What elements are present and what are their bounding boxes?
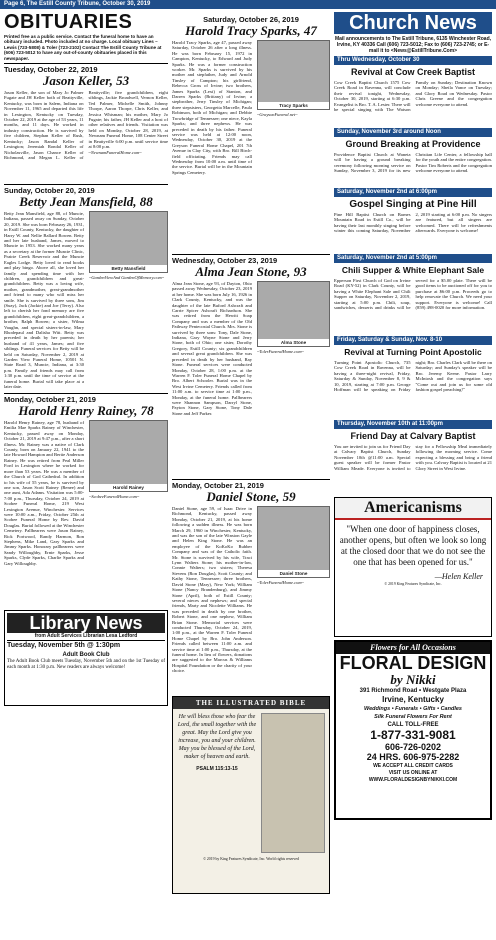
rainey-body: Harold Henry Rainey, age 78, husband of Emilia Mae Sparks Rainey of Winchester, Kentucky, passed away on Monday, October 21, 2019 at 9:47 p.m., after a short illness. Mr. Rainey was a native of Clark County, born on January 22, 1941 to the late Howard Hampton and Bertie Anderson Rainey. He was retired from Peal Miller Ford in Lexington where he worked for more than 53 years. He was a member of the Church of God Cathedral. In addition to his wife of 55 years, he is survived by one son, Jason Scott Rainey (Renee) and one aunt, Ada Adams. Visitation was 5:00-7:00 p.m., Thursday, October 24, 2019 at Scobee Funeral Home, 219 West Lexington Avenue, Winchester. Services were 10:00 a.m., Friday, October 25th at Scobee Funeral Home by Rev. David Douglas. Burial followed at the Winchester Cemetery. Pallbearers were Jason Rainey, Rick Portwood, Randy Harmon, Ron Stephens, Mike Land, Gary Sparks and Jimmy Sparks. Honorary pallbearers were Sandy Willoughby, Ernie Sparks, Jesse Sparks, Clyde Sparks, Charlie Sparks and Gary Willoughby. bbox=[4, 420, 84, 566]
daniel-source: ~TolerFuneralHome.com~ bbox=[257, 580, 304, 585]
event3-body: Pine Hill Baptist Church on Barnes Mountain Road in Estill Co., will be having their last monthly singing before winter this coming Saturday, November 2, 2019 starting at 6:00 p.m. No singers are featured, but all singers are welcomed. There will be refreshments afterwards. Everyone is welcome! bbox=[334, 212, 492, 234]
rainey-source: ~ScobeeFuneralHome.com~ bbox=[89, 494, 140, 500]
mansfield-date: Sunday, October 20, 2019 bbox=[4, 184, 168, 195]
event2-body: Providence Baptist Church at Waneta will be having a ground breaking ceremony following morning service on Sunday, November 3, 2019 for its new Christian Life Center, a fellowship hall for the youth and the entire congregation. Pastor Tim Roberts and the congregation welcome everyone to attend. bbox=[334, 152, 492, 174]
library-body: The Adult Book Club meets Tuesday, November 5th and on the 1st Tuesday of each month at 1:30 p.m. New readers are always welcome! bbox=[7, 659, 165, 671]
bible-illustration bbox=[261, 713, 325, 853]
florist-web-label: VISIT US ONLINE AT bbox=[388, 770, 438, 776]
middle-column bbox=[172, 12, 330, 937]
keller-body: Jason Keller, the son of Mary Jo Palmer Fugate and JH Keller both of Beattyville, Kentucky, was born in Salem, Indiana on November 11, 1965 and departed this life in Lexington, Kentucky on Tuesday, October 22, 2019 at the age of 53 years, 11 months, and 11 days. He worked in industry construction. He is survived by five children, Stephan Keller of Rush, Kentucky; Jason Randal Keller of Lexington; Jeremiah Rondal Keller of Nicholasville, Jason Chance Keller of Richmond, and Megan L. Keller of Beattyville; five grandchildren, eight siblings, Jackie Broadwell, Vernon Keller, Ted Palmer, Michelle Smith, Johnny Thorpe, Aaron Thorpe, Chris Keller, and Jessica Whisman; his mother, Mary Jo Fugate; his father, JH Keller and a host of other relatives and friends. Visitation was held on Monday, October 28, 2019, at Newnam Funeral Home, 108 Center Street in Beattyville 6:00 p.m. until service time at 8:00 p.m. ~NewnamFuneralHome.com~ bbox=[4, 90, 168, 160]
rainey-name: Harold Henry Rainey, 78 bbox=[18, 403, 154, 419]
sparks-date: Saturday, October 26, 2019 bbox=[203, 15, 299, 24]
event1-body: Cow Creek Baptist Church 1575 Cow Creek Road in Ravenna, will conclude their revival tonight, Wednesday, October 30, 2019, starting at 6:30 p.m. Evangelist is Bro. T. A. Lester. There will be special singing with The Watson Family on Sunday; Destination Known on Monday; Sheila Vance on Tuesday; and Glory Road on Wednesday. Pastor Chris Greene and the congregation welcome everyone to attend. bbox=[334, 80, 492, 113]
americanisms-quote: "When one door of happiness closes, another opens, but often we look so long at the closed door that we do not see the one that has been opened for us." bbox=[339, 524, 487, 567]
library-subtitle: from Adult Services Librarian Lesa Ledford bbox=[34, 633, 138, 640]
event2-bar: Sunday, November 3rd around Noon bbox=[334, 128, 492, 137]
keller-name: Jason Keller, 53 bbox=[42, 73, 130, 89]
bible-ref: PSALM 115:13-15 bbox=[196, 766, 238, 772]
event6-bar: Thursday, November 10th at 11:00pm bbox=[334, 420, 492, 429]
page-header: Page 6, The Estill County Tribune, October 30, 2019 bbox=[0, 0, 496, 9]
mansfield-body-left: Betty Jean Mansfield, age 88, of Muncie, Indiana, passed away on Sunday, October 20, 2019. She was born February 26, 1931, in Estill County, Kentucky, the daughter of Harry W. and Nellie Ballard Bowen. Betty and her late husband, James, moved to Muncie in 1953. She worked many years as a secretary at the former Muncie Clinic, Prairie Creek Reservoir and the Muncie Eagles Lodge. Betty loved to read books and play bingo. Above all, she loved her family and spending time with her children, grandchildren and great-grandchildren. Betty was a loving wife, mother, grandmother, great-grandmother and friend to many who will miss her smile. She is survived by three sons, Jim (Suzy), Jack (Jackie) and Joe (Terry). Also left to cherish her fond memory are five grandchildren, eight great-grandchildren, a brother, Ralph Bowen; a sister, Wilma Vaughn, and special sisters-in-law, Mary Rhodepaul and Dalisha Witt. Betty was preceded in death by her parents; her husband of 41 years, James; and five siblings. Funeral services for Betty will be held on Saturday, November 2, 2019 at Garden View Funeral Home, 10501 N. State Road 3, Muncie, Indiana, at 3:30 p.m. Family and friends may call from 1:30 p.m. until the time of service at the funeral home. Burial will take place at a later date. bbox=[4, 211, 84, 390]
alma-photo: Alma Stone bbox=[257, 281, 330, 347]
alma-date: Wednesday, October 23, 2019 bbox=[172, 254, 330, 265]
church-title: Church News bbox=[334, 12, 492, 34]
event1-head: Revival at Cow Creek Baptist bbox=[350, 67, 476, 77]
event4-bar: Saturday, November 2nd at 5:00pm bbox=[334, 254, 492, 263]
library-box bbox=[4, 610, 168, 706]
mansfield-name: Betty Jean Mansfield, 88 bbox=[19, 194, 153, 210]
florist-city: Irvine, Kentucky bbox=[382, 695, 444, 704]
florist-cards: WE ACCEPT ALL CREDIT CARDS bbox=[373, 763, 453, 769]
florist-phone2: 606-726-0202 bbox=[384, 742, 442, 752]
library-club: Adult Book Club bbox=[62, 652, 110, 659]
daniel-body: Daniel Stone, age 59, of Isaac Drive in Richmond, Kentucky, passed away Monday, October 21, 2019, at his home following a sudden illness. He was born March 29, 1960 in Winchester, Kentucky, and was the son of the late Winston Gayle and Helen King Stone. He was an employee of the KoKoKo Rubber Company and was of the Catholic faith. Mr. Stone is survived by his wife, Traci Lynn Walters Stone; his mother-in-law, Connie Walters; two sisters; Theresa Stevens (Ron Douglas), Scott County; and Kathy Stone, Tennessee; three brothers, David Stone (Mary), New York; William Stone (Nancy Brandenburg), and Jimmy Stone (April), both of Estill County; several nieces and nephews; and special friends, Marty and Nicolette Williams. He was preceded in death by one brother, Robert Stone, and one nephew, William Brian Stone. Memorial services were conducted Thursday, October 24, 2019, 1:00 p.m., at the Warren F. Toler Funeral Home Chapel by Bro. John Anderson. Friends called between 11:00 a.m. and service time at 1:00 p.m., Thursday, at the funeral home. In lieu of flowers, donations are suggested to the Marcus & Williams Hospital Foundation or the charity of your choice. bbox=[172, 506, 252, 674]
florist-by: by Nikki bbox=[390, 672, 436, 687]
sparks-photo: Tracy Sparks bbox=[257, 40, 330, 110]
event6-head: Friend Day at Calvary Baptist bbox=[350, 431, 476, 441]
bible-verse: He will bless those who fear the Lord, the small together with the great. May the Lord give you increase, you and your children. May you be blessed of the Lord, maker of heaven and earth. bbox=[177, 714, 257, 760]
event2-head: Ground Breaking at Providence bbox=[345, 139, 481, 149]
sparks-source: ~GraysonFuneral.net~ bbox=[257, 112, 298, 117]
alma-name: Alma Jean Stone, 93 bbox=[195, 264, 307, 279]
florist-url: WWW.FLORALDESIGNBYNIKKI.COM bbox=[368, 777, 458, 783]
obituaries-note: Printed free as a public service. Contact the funeral home to have an obituary included. Photo included at no charge. Local obituary Lines – Lewis (723-5808) & Toler (723-2102) Contact The Estill County Tribune at (606) 723-5012 to have any out-of-county obituaries placed in this newspaper. bbox=[4, 34, 162, 61]
event6-body: You are invited to join us for Friend Day at Calvary Baptist Church, Sunday November 10th @11:00 a.m. Special guest speaker will be former Pastor William Meade. Everyone is invited to stay for a Fellowship Meal immediately following the morning service. Come expecting a blessing and bring a friend with you. Calvary Baptist is located at 21 Glory Street in West Irvine. bbox=[334, 444, 492, 471]
event3-bar: Saturday, November 2nd at 6:00pm bbox=[334, 188, 492, 197]
event1-bar: Thru Wednesday, October 30 bbox=[334, 56, 492, 65]
event4-head: Chili Supper & White Elephant Sale bbox=[341, 265, 485, 275]
library-title: Library News bbox=[7, 613, 165, 633]
event3-head: Gospel Singing at Pine Hill bbox=[349, 199, 477, 210]
church-info: Mail announcements to The Estill Tribune, 6135 Winchester Road, Irvine, KY 40336 Call (606) 723-5012; Fax to (606) 723-2745; or E-mail it to <News@EstillTribune.Com> bbox=[334, 36, 492, 54]
florist-hours: 24 HRS. 606-975-2282 bbox=[366, 752, 460, 762]
florist-top: Flowers for All Occasions bbox=[336, 642, 490, 654]
americanisms-author: —Helen Keller bbox=[434, 572, 483, 581]
americanisms-credit: © 2019 King Features Syndicate, Inc. bbox=[384, 582, 442, 586]
event5-bar: Friday, Saturday & Sunday, Nov. 8-10 bbox=[334, 336, 492, 345]
florist-phone1: 1-877-331-9081 bbox=[370, 728, 456, 742]
event5-body: Turning Point Apostolic Church, 735 Cow Creek Road in Ravenna, will be having a three-night revival, Friday, Saturday & Sunday, November 8, 9 & 10, 2019, starting at 7:00 p.m. George Hoffman will be speaking on Friday night; Bro. Charles Clark will be there on Saturday; and Sunday's speaker will be Bro. Jeremy Keene. Pastor Larry McIntosh and the congregation says "Come out and join us for some old fashion gospel preaching!" bbox=[334, 360, 492, 393]
florist-silk: Silk Funeral Flowers For Rent bbox=[374, 714, 452, 720]
sparks-name: Harold Tracy Sparks, 47 bbox=[185, 23, 317, 38]
obituaries-column bbox=[4, 12, 168, 937]
keller-date: Tuesday, October 22, 2019 bbox=[4, 63, 168, 74]
obituaries-title: OBITUARIES bbox=[4, 12, 133, 33]
americanisms-title: Americanisms bbox=[335, 498, 491, 520]
daniel-date: Monday, October 21, 2019 bbox=[172, 479, 330, 490]
florist-name: FLORAL DESIGN bbox=[339, 653, 487, 673]
church-column bbox=[334, 12, 492, 937]
florist-ad bbox=[334, 640, 492, 820]
daniel-name: Daniel Stone, 59 bbox=[206, 489, 296, 504]
bible-title: THE ILLUSTRATED BIBLE bbox=[173, 697, 329, 709]
bible-box bbox=[172, 696, 330, 894]
event5-head: Revival at Turning Point Apostolic bbox=[344, 347, 482, 357]
alma-body: Alma Jean Stone, age 93, of Dayton, Ohio passed away Wednesday, October 23, 2019 at her home. She was born July 16, 1926 in Clark County, Kentucky, and was the daughter of the late Buford Ashcraft and Carrie Spicer Ashcraft Richardson. She was retired from the Hewitt Soap Company and was a member of the Old Pathway Pentecostal Church. Mrs. Stone is survived by three sons: Tony, Dale Stone, Indiana, Gary Wayne Stone and Jerry Stone, both of Ohio; one sister, Dorothy Gregory, Estill County; six grandchildren and several great grandchildren. She was preceded in death by her husband, Ray Stone. Funeral services were conducted Monday, October 28, 1:00 p.m. at the Warren F. Toler Funeral Home Chapel by Bro. Albert Schooler. Burial was in the West Irvine Cemetery. Friends called from 11:00 a.m. to service time at 1:00 p.m., Monday, at the funeral home. Pallbearers were Shannon Sampson, Darryl Stone, Payton Stone, Gary Stone, Tony Dale Stone and Jeff Parker. bbox=[172, 281, 252, 416]
sparks-body: Harold Tracy Sparks, age 47, passed away Saturday, October 26 after a long illness. He was born February 15, 1972 in Campton, Kentucky, to Edward and Judy Sparks. He was a former construction worker. Mr. Sparks is survived by his mother and stepfather, Judy and Arnold Tinsley of Campton; his girlfriend, Rebecca Gross of Irvine; two brothers, James Sparks (Lexi) of Stanton, and Darren Sparks (Brittany) of Irvine; a stepbrother, Jerry Tinsley of Michigan; three stepsisters, Georgetta Marcelle, Paula Robinson, both of Michigan; and Debbie Trowbridge of Tennessee; one niece, Kayla Sparks; and three nephews. He was preceded in death by his father. Funeral service was held at 12:00 noon, Wednesday, October 30, 2019 at the Greyson Funeral Home Chapel, 201 7th Avenue in Clay City, with Bro. Bill Birch-field officiating. Friends may call Wednesday from 10:00 a.m. until time of the service. Burial will be in the Mountain Springs Cemetery. bbox=[172, 40, 252, 175]
mansfield-photo: Betty Mansfield bbox=[89, 211, 168, 273]
keller-source: ~NewnamFuneralHome.com~ bbox=[88, 149, 142, 155]
bible-credit: © 2019 by King Features Syndicate, Inc. World rights reserved bbox=[203, 857, 299, 861]
alma-source: ~TolerFuneralHome.com~ bbox=[257, 349, 304, 354]
library-date: Tuesday, November 5th @ 1:30pm bbox=[7, 640, 165, 651]
florist-address: 391 Richmond Road • Westgate Plaza bbox=[359, 688, 467, 694]
daniel-photo: Daniel Stone bbox=[257, 506, 330, 578]
mansfield-source: ~GardenViewAnd GardenOfMemory.com~ bbox=[89, 275, 165, 281]
florist-services: Weddings • Funerals • Gifts • Candles bbox=[364, 706, 462, 712]
rainey-date: Monday, October 21, 2019 bbox=[4, 393, 168, 404]
americanisms-box bbox=[334, 497, 492, 637]
event4-body: Epperson First Church of God on Irvine Road (KY-52) in Clark County, will be having a White Elephant Sale and Chili Supper on Saturday, November 2, 2019, starting at 5:00 p.m. Chili, soup, sandwiches, desserts and drinks will be served for a $5.00 plate. There will be good items to be auctioned off for you to purchase at $6:00 p.m. Proceeds go to help renovate the Church. We need your support. Everyone is welcome! Call (859) 498-0020 for more information. bbox=[334, 278, 492, 311]
florist-tollfree: CALL TOLL-FREE bbox=[387, 722, 439, 728]
rainey-photo: Harold Rainey bbox=[89, 420, 168, 492]
